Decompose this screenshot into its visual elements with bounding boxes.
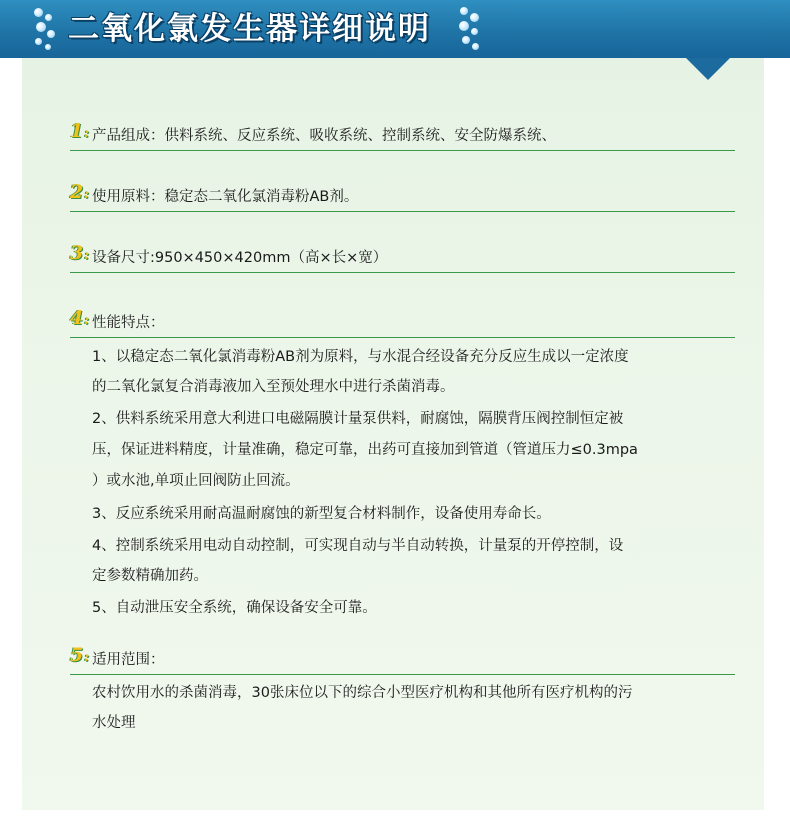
section-4 bbox=[70, 307, 735, 338]
feature-line: 2、供料系统采用意大利进口电磁隔膜计量泵供料，耐腐蚀，隔膜背压阀控制恒定被 bbox=[92, 411, 624, 427]
section-heading: 性能特点： bbox=[92, 315, 165, 331]
feature-line: 4、控制系统采用电动自动控制，可实现自动与半自动转换，计量泵的开停控制，设 bbox=[92, 538, 624, 554]
title-banner bbox=[0, 0, 790, 58]
section-number: 1: bbox=[70, 120, 90, 142]
feature-line: 压，保证进料精度，计量准确，稳定可靠，出药可直接加到管道（管道压力≤0.3mpa bbox=[92, 442, 638, 458]
scope-line: 农村饮用水的杀菌消毒，30张床位以下的综合小型医疗机构和其他所有医疗机构的污 bbox=[92, 685, 633, 701]
feature-line: 1、以稳定态二氧化氯消毒粉AB剂为原料，与水混合经设备充分反应生成以一定浓度 bbox=[92, 349, 629, 365]
bubble-decoration-right-icon bbox=[456, 4, 486, 54]
section-number: 5: bbox=[70, 644, 90, 666]
feature-line: 的二氧化氯复合消毒液加入至预处理水中进行杀菌消毒。 bbox=[92, 379, 455, 395]
bubble-decoration-left-icon bbox=[30, 4, 60, 54]
banner-pointer bbox=[686, 58, 730, 80]
page-title: 二氧化氯发生器详细说明 bbox=[68, 11, 431, 47]
feature-line: ）或水池,单项止回阀防止回流。 bbox=[92, 473, 300, 489]
section-5 bbox=[70, 644, 735, 675]
section-heading: 设备尺寸:950×450×420mm（高×长×宽） bbox=[92, 250, 388, 266]
section-3 bbox=[70, 242, 735, 273]
section-number: 3: bbox=[70, 242, 90, 264]
feature-line: 5、自动泄压安全系统，确保设备安全可靠。 bbox=[92, 600, 377, 616]
feature-line: 定参数精确加药。 bbox=[92, 568, 208, 584]
section-number: 2: bbox=[70, 181, 90, 203]
section-heading: 产品组成：供料系统、反应系统、吸收系统、控制系统、安全防爆系统、 bbox=[92, 128, 556, 144]
section-1 bbox=[70, 120, 735, 151]
section-heading: 使用原料：稳定态二氧化氯消毒粉AB剂。 bbox=[92, 189, 359, 205]
section-2 bbox=[70, 181, 735, 212]
scope-line: 水处理 bbox=[92, 715, 136, 731]
section-number: 4: bbox=[70, 307, 90, 329]
section-heading: 适用范围： bbox=[92, 652, 165, 668]
feature-line: 3、反应系统采用耐高温耐腐蚀的新型复合材料制作，设备使用寿命长。 bbox=[92, 506, 551, 522]
